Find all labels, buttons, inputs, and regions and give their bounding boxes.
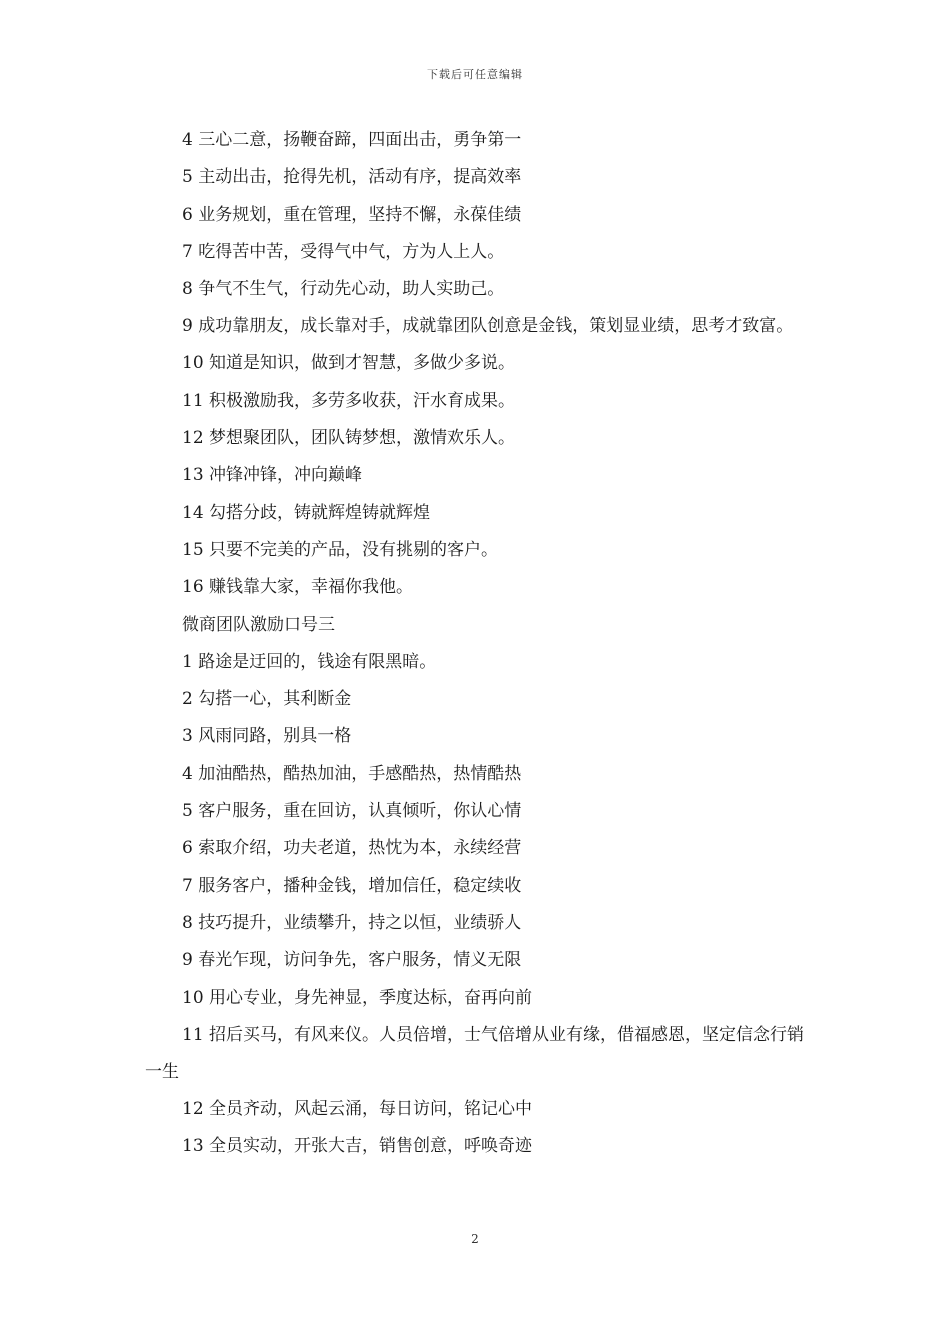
paragraph-18: 4 加油酷热，酷热加油，手感酷热，热情酷热 [182,763,522,784]
paragraph-16: 2 勾搭一心，其利断金 [182,689,352,710]
paragraph-20: 6 索取介绍，功夫老道，热忱为本，永续经营 [182,838,522,859]
paragraph-3: 6 业务规划，重在管理，坚持不懈，永葆佳绩 [182,204,522,225]
paragraph-15: 1 路途是迂回的，钱途有限黑暗。 [182,651,437,672]
paragraph-27: 13 全员实动，开张大吉，销售创意，呼唤奇迹 [182,1136,533,1157]
paragraph-12: 15 只要不完美的产品，没有挑剔的客户。 [182,539,499,560]
paragraph-23: 9 春光乍现，访问争先，客户服务，情义无限 [182,950,522,971]
paragraph-6: 9 成功靠朋友，成长靠对手，成就靠团队创意是金钱，策划显业绩，思考才致富。 [182,316,794,337]
paragraph-1: 4 三心二意，扬鞭奋蹄，四面出击，勇争第一 [182,130,522,150]
paragraph-4: 7 吃得苦中苦，受得气中气，方为人上人。 [182,241,505,262]
paragraph-7: 10 知道是知识，做到才智慧，多做少多说。 [182,353,516,374]
paragraph-5: 8 争气不生气，行动先心动，助人实助己。 [182,279,505,300]
paragraph-22: 8 技巧提升，业绩攀升，持之以恒，业绩骄人 [182,912,522,933]
paragraph-17: 3 风雨同路，别具一格 [182,726,352,747]
document-body [145,122,810,1165]
page-number: 2 [471,1232,479,1246]
paragraph-2: 5 主动出击，抢得先机，活动有序，提高效率 [182,167,522,188]
paragraph-25: 11 招后买马，有风来仪。人员倍增，士气倍增从业有缘，借福感恩，坚定信念行销一生 [145,1024,805,1082]
paragraph-26: 12 全员齐动，风起云涌，每日访问，铭记心中 [182,1098,533,1119]
paragraph-19: 5 客户服务，重在回访，认真倾听，你认心情 [182,801,522,822]
paragraph-24: 10 用心专业，身先神显，季度达标，奋再向前 [182,987,533,1008]
paragraph-13: 16 赚钱靠大家，幸福你我他。 [182,577,414,598]
paragraph-11: 14 勾搭分歧，铸就辉煌铸就辉煌 [182,502,431,523]
page-header: 下载后可任意编辑 [427,68,523,81]
paragraph-21: 7 服务客户，播种金钱，增加信任，稳定续收 [182,875,522,896]
paragraph-8: 11 积极激励我，多劳多收获，汗水育成果。 [182,390,516,411]
section-heading: 微商团队激励口号三 [182,614,335,635]
paragraph-9: 12 梦想聚团队，团队铸梦想，激情欢乐人。 [182,428,516,449]
paragraph-10: 13 冲锋冲锋，冲向巅峰 [182,465,363,486]
